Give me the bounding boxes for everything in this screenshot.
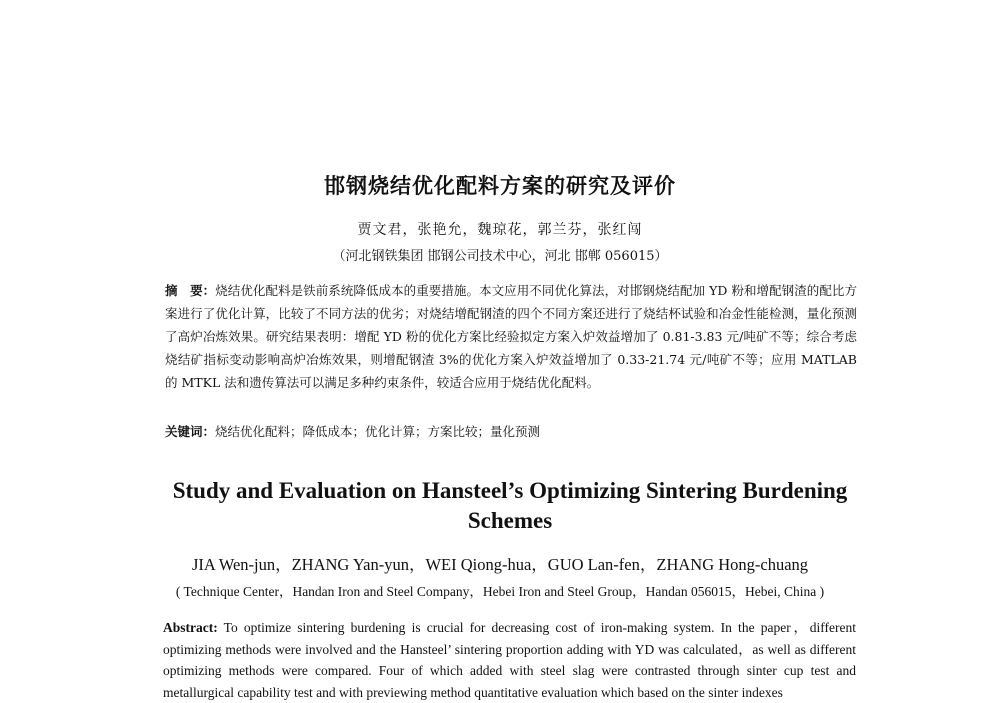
chinese-keywords-label: 关键词：	[165, 424, 216, 439]
chinese-title: 邯钢烧结优化配料方案的研究及评价	[324, 174, 676, 198]
chinese-keywords-text: 烧结优化配料；降低成本；优化计算；方案比较；量化预测	[215, 424, 541, 439]
chinese-abstract	[165, 279, 857, 394]
chinese-abstract-text: 烧结优化配料是铁前系统降低成本的重要措施。本文应用不同优化算法，对邯钢烧结配加 YD 粉和增配钢渣的配比方案进行了优化计算，比较了不同方法的优劣；对烧结增配钢渣的四个不同方案还进行了烧结杯试验和冶金性能检测，量化预测了高炉冶炼效果。研究结果表明：增配 YD 粉的优化方案比经验拟定方案入炉效益增加了 0.81-3.83 元/吨矿不等；综合考虑烧结矿指标变动影响高炉冶炼效果，则增配钢渣 3%的优化方案入炉效益增加了 0.33-21.74 元/吨矿不等；应用 MATLAB 的 MTKL 法和遗传算法可以满足多种约束条件，较适合应用于烧结优化配料。	[165, 283, 857, 390]
english-authors: JIA Wen-jun，ZHANG Yan-yun，WEI Qiong-hua，GUO Lan-fen，ZHANG Hong-chuang	[191, 555, 809, 574]
english-title: Study and Evaluation on Hansteel’s Optimizing Sintering Burdening Schemes	[172, 478, 848, 533]
chinese-affiliation: （河北钢铁集团 邯钢公司技术中心，河北 邯郸 056015）	[332, 249, 668, 264]
english-abstract-text: To optimize sintering burdening is crucial for decreasing cost of iron-making system. In the paper，different optimizing methods were involved and the Hansteel’ sintering proportion adding with YD was calculated，as well as different optimizing methods were compared. Four of which added with steel slag were contrasted through sinter cup test and metallurgical capability test and with previewing method quantitative evaluation which based on the sinter indexes	[163, 620, 856, 700]
english-affiliation: ( Technique Center，Handan Iron and Steel Company，Hebei Iron and Steel Group，Handan 056015，Hebei, China )	[175, 584, 825, 599]
chinese-keywords	[165, 420, 857, 443]
chinese-authors: 贾文君，张艳允，魏琼花，郭兰芬，张红闯	[357, 222, 643, 238]
chinese-abstract-label: 摘 要：	[165, 283, 216, 298]
english-abstract	[163, 617, 856, 703]
english-abstract-label: Abstract:	[163, 620, 218, 635]
